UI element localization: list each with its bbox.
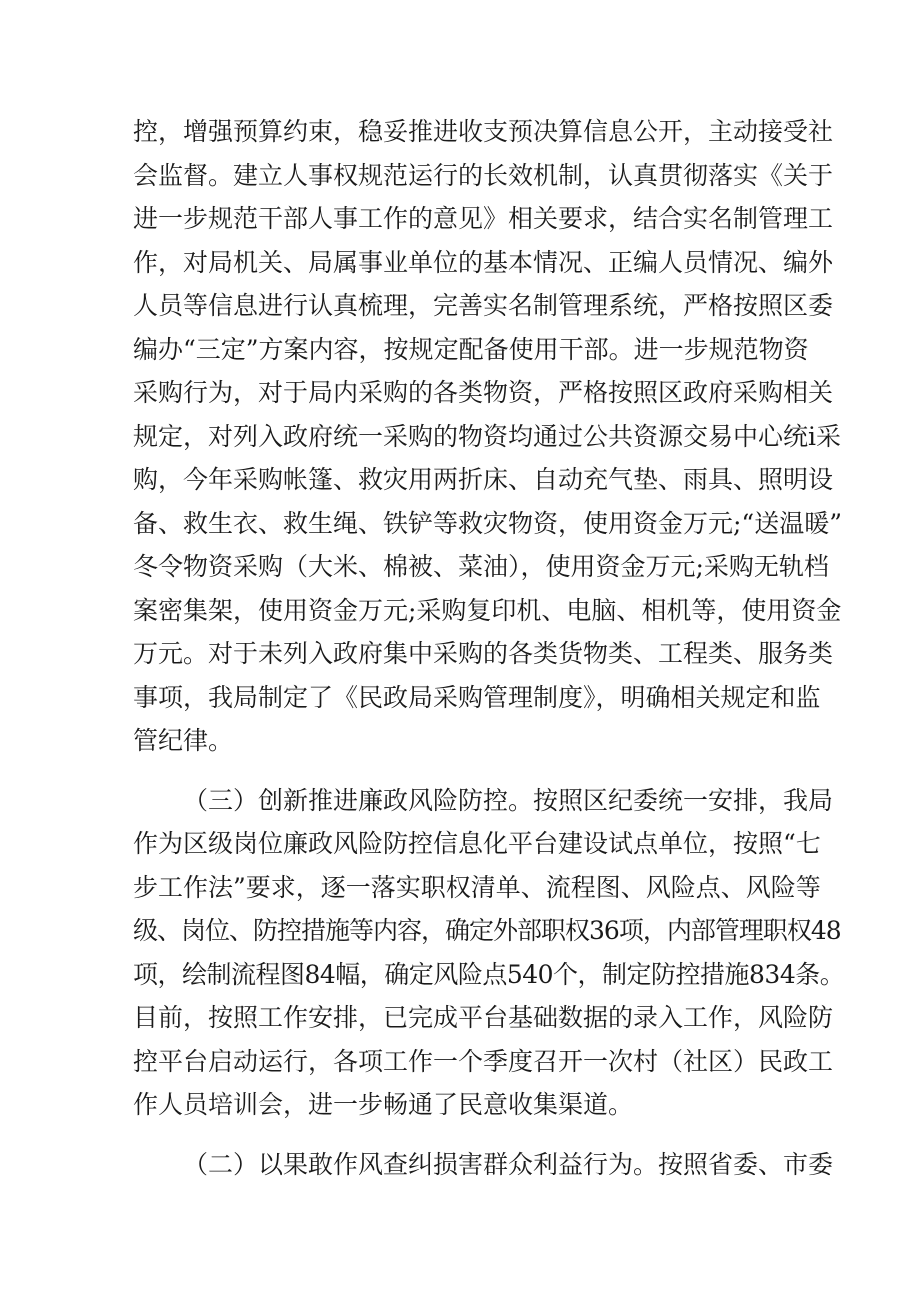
text-line: 作为区级岗位廉政风险防控信息化平台建设试点单位，按照“七	[133, 829, 821, 858]
text-line: 采购行为，对于局内采购的各类物资，严格按照区政府采购相关	[133, 378, 834, 407]
text-line: 作人员培训会，进一步畅通了民意收集渠道。	[133, 1090, 634, 1119]
text-line: 规定，对列入政府统一采购的物资均通过公共资源交易中心统i采	[133, 421, 841, 451]
text-line: 步工作法”要求，逐一落实职权清单、流程图、风险点、风险等	[133, 872, 821, 902]
text-line: 案密集架，使用资金万元;采购复印机、电脑、相机等，使用资金	[133, 595, 842, 625]
text-line: 进一步规范干部人事工作的意见》相关要求，结合实名制管理工	[133, 204, 834, 233]
text-line: 万元。对于未列入政府集中采购的各类货物类、工程类、服务类	[133, 639, 834, 668]
paragraph-spacer	[133, 1127, 795, 1143]
paragraph-risk-control	[133, 779, 845, 1127]
text-line: 事项，我局制定了《民政局采购管理制度》，明确相关规定和监	[133, 682, 821, 712]
text-line: 控平台启动运行，各项工作一个季度召开一次村（社区）民政工	[133, 1046, 834, 1076]
text-line: 控，增强预算约束，稳妥推进收支预决算信息公开，主动接受社	[133, 117, 834, 146]
text-line: （二）以果敢作风查纠损害群众利益行为。按照省委、市委	[183, 1149, 834, 1179]
paragraph-spacer	[133, 763, 795, 779]
paragraph-investigation	[133, 1143, 834, 1187]
document-body	[133, 110, 845, 1186]
text-line: 作，对局机关、局属事业单位的基本情况、正编人员情况、编外	[133, 247, 834, 277]
text-line: 备、救生衣、救生绳、铁铲等救灾物资，使用资金万元;“送温暖”	[133, 508, 842, 538]
text-line: 会监督。建立人事权规范运行的长效机制，认真贯彻落实《关于	[133, 160, 834, 190]
text-line: 管纪律。	[133, 726, 234, 755]
text-line: 项，绘制流程图84幅，确定风险点540个，制定防控措施834条。	[133, 959, 845, 989]
paragraph-procurement	[133, 110, 842, 763]
text-line: 编办“三定”方案内容，按规定配备使用干部。进一步规范物资	[133, 334, 809, 364]
text-line: 购，今年采购帐篷、救灾用两折床、自动充气垫、雨具、照明设	[133, 465, 834, 494]
text-line: 级、岗位、防控措施等内容，确定外部职权36项，内部管理职权48	[133, 916, 841, 945]
text-line: 冬令物资采购（大米、棉被、菜油），使用资金万元;采购无轨档	[133, 552, 829, 581]
text-line: 目前，按照工作安排，已完成平台基础数据的录入工作，风险防	[133, 1003, 834, 1032]
text-line: （三）创新推进廉政风险防控。按照区纪委统一安排，我局	[183, 785, 834, 815]
text-line: 人员等信息进行认真梳理，完善实名制管理系统，严格按照区委	[133, 291, 834, 320]
